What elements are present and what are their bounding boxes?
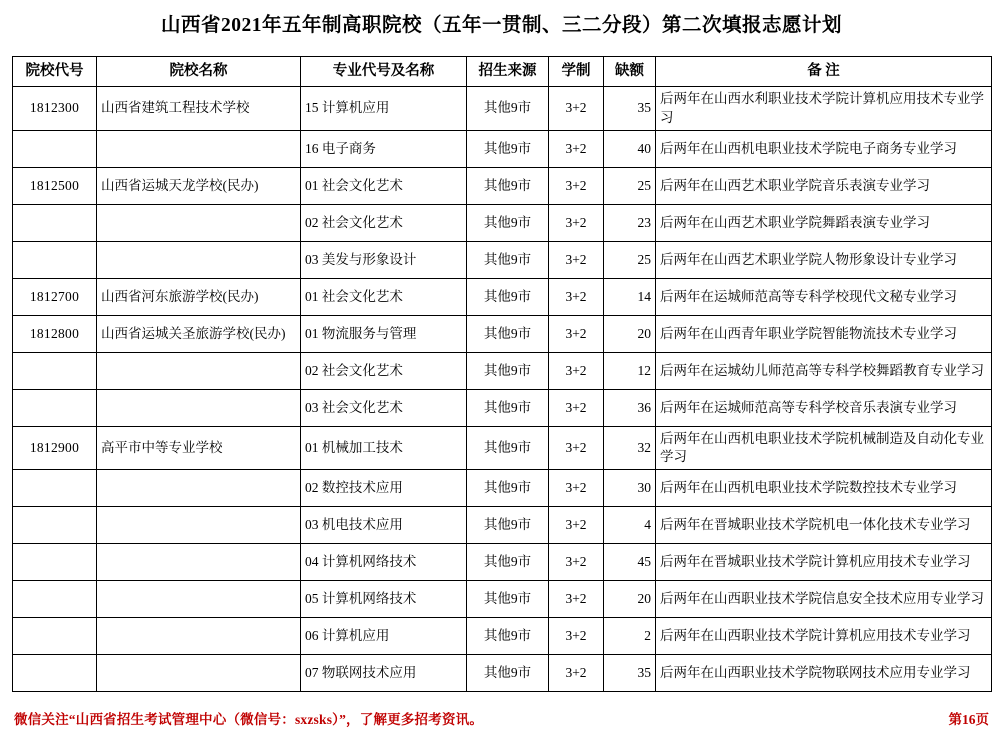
cell-code — [13, 130, 97, 167]
cell-remark: 后两年在山西艺术职业学院舞蹈表演专业学习 — [656, 204, 992, 241]
table-row — [13, 87, 992, 130]
cell-system: 3+2 — [549, 87, 604, 130]
cell-source: 其他9市 — [467, 507, 549, 544]
cell-remark: 后两年在山西青年职业学院智能物流技术专业学习 — [656, 315, 992, 352]
cell-remark: 后两年在山西艺术职业学院人物形象设计专业学习 — [656, 241, 992, 278]
cell-school: 山西省运城天龙学校(民办) — [97, 167, 301, 204]
table-row — [13, 618, 992, 655]
cell-school — [97, 352, 301, 389]
header-remark: 备 注 — [656, 57, 992, 87]
table-row — [13, 167, 992, 204]
cell-remark: 后两年在晋城职业技术学院计算机应用技术专业学习 — [656, 544, 992, 581]
cell-remark: 后两年在晋城职业技术学院机电一体化技术专业学习 — [656, 507, 992, 544]
cell-remark: 后两年在山西机电职业技术学院数控技术专业学习 — [656, 470, 992, 507]
header-code: 院校代号 — [13, 57, 97, 87]
table-row — [13, 426, 992, 469]
cell-quota: 20 — [604, 581, 656, 618]
cell-quota: 12 — [604, 352, 656, 389]
cell-source: 其他9市 — [467, 87, 549, 130]
page-number: 第16页 — [948, 712, 989, 727]
cell-quota: 23 — [604, 204, 656, 241]
cell-source: 其他9市 — [467, 426, 549, 469]
table-row — [13, 581, 992, 618]
cell-system: 3+2 — [549, 426, 604, 469]
cell-source: 其他9市 — [467, 278, 549, 315]
cell-quota: 40 — [604, 130, 656, 167]
cell-remark: 后两年在运城师范高等专科学校音乐表演专业学习 — [656, 389, 992, 426]
table-row — [13, 241, 992, 278]
table-row — [13, 204, 992, 241]
cell-system: 3+2 — [549, 581, 604, 618]
cell-source: 其他9市 — [467, 581, 549, 618]
plan-table-container — [12, 56, 991, 692]
cell-remark: 后两年在山西机电职业技术学院电子商务专业学习 — [656, 130, 992, 167]
table-row — [13, 315, 992, 352]
cell-remark: 后两年在山西艺术职业学院音乐表演专业学习 — [656, 167, 992, 204]
table-body — [13, 87, 992, 692]
cell-school — [97, 130, 301, 167]
cell-source: 其他9市 — [467, 618, 549, 655]
cell-source: 其他9市 — [467, 389, 549, 426]
cell-system: 3+2 — [549, 389, 604, 426]
cell-code — [13, 470, 97, 507]
cell-major: 02 社会文化艺术 — [301, 352, 467, 389]
cell-source: 其他9市 — [467, 167, 549, 204]
cell-school — [97, 655, 301, 692]
cell-school — [97, 618, 301, 655]
cell-quota: 32 — [604, 426, 656, 469]
header-major: 专业代号及名称 — [301, 57, 467, 87]
cell-major: 02 社会文化艺术 — [301, 204, 467, 241]
cell-system: 3+2 — [549, 315, 604, 352]
cell-quota: 25 — [604, 241, 656, 278]
cell-system: 3+2 — [549, 241, 604, 278]
cell-major: 02 数控技术应用 — [301, 470, 467, 507]
cell-code — [13, 618, 97, 655]
cell-remark: 后两年在山西职业技术学院信息安全技术应用专业学习 — [656, 581, 992, 618]
cell-school — [97, 507, 301, 544]
cell-school — [97, 204, 301, 241]
cell-code — [13, 507, 97, 544]
cell-system: 3+2 — [549, 507, 604, 544]
cell-source: 其他9市 — [467, 352, 549, 389]
cell-system: 3+2 — [549, 352, 604, 389]
cell-quota: 35 — [604, 87, 656, 130]
cell-quota: 14 — [604, 278, 656, 315]
table-row — [13, 544, 992, 581]
table-row — [13, 130, 992, 167]
cell-system: 3+2 — [549, 130, 604, 167]
cell-remark: 后两年在山西职业技术学院物联网技术应用专业学习 — [656, 655, 992, 692]
table-row — [13, 352, 992, 389]
document-page — [0, 13, 1003, 736]
cell-major: 03 社会文化艺术 — [301, 389, 467, 426]
cell-quota: 45 — [604, 544, 656, 581]
cell-system: 3+2 — [549, 618, 604, 655]
cell-major: 01 机械加工技术 — [301, 426, 467, 469]
cell-system: 3+2 — [549, 204, 604, 241]
cell-major: 03 美发与形象设计 — [301, 241, 467, 278]
cell-code: 1812900 — [13, 426, 97, 469]
cell-remark: 后两年在山西机电职业技术学院机械制造及自动化专业学习 — [656, 426, 992, 469]
cell-remark: 后两年在运城幼儿师范高等专科学校舞蹈教育专业学习 — [656, 352, 992, 389]
table-row — [13, 470, 992, 507]
cell-school: 山西省建筑工程技术学校 — [97, 87, 301, 130]
cell-major: 01 物流服务与管理 — [301, 315, 467, 352]
cell-school — [97, 470, 301, 507]
cell-school: 高平市中等专业学校 — [97, 426, 301, 469]
page-footer — [0, 708, 1003, 728]
cell-quota: 35 — [604, 655, 656, 692]
footer-note: 微信关注“山西省招生考试管理中心（微信号：sxzsks）”，了解更多招考资讯。 — [14, 712, 484, 727]
cell-system: 3+2 — [549, 655, 604, 692]
header-school: 院校名称 — [97, 57, 301, 87]
cell-school — [97, 241, 301, 278]
cell-code: 1812700 — [13, 278, 97, 315]
cell-system: 3+2 — [549, 167, 604, 204]
cell-source: 其他9市 — [467, 655, 549, 692]
cell-source: 其他9市 — [467, 544, 549, 581]
cell-remark: 后两年在山西水利职业技术学院计算机应用技术专业学习 — [656, 87, 992, 130]
cell-code — [13, 655, 97, 692]
header-source: 招生来源 — [467, 57, 549, 87]
cell-school — [97, 389, 301, 426]
cell-quota: 25 — [604, 167, 656, 204]
cell-major: 16 电子商务 — [301, 130, 467, 167]
cell-major: 15 计算机应用 — [301, 87, 467, 130]
cell-code: 1812500 — [13, 167, 97, 204]
cell-source: 其他9市 — [467, 204, 549, 241]
cell-code — [13, 389, 97, 426]
cell-code: 1812300 — [13, 87, 97, 130]
cell-system: 3+2 — [549, 544, 604, 581]
table-row — [13, 655, 992, 692]
table-header-row — [13, 57, 992, 87]
table-row — [13, 389, 992, 426]
enrollment-plan-table — [12, 56, 992, 692]
table-header — [13, 57, 992, 87]
cell-code — [13, 544, 97, 581]
cell-system: 3+2 — [549, 470, 604, 507]
page-title: 山西省2021年五年制高职院校（五年一贯制、三二分段）第二次填报志愿计划 — [160, 15, 842, 36]
cell-major: 03 机电技术应用 — [301, 507, 467, 544]
cell-major: 06 计算机应用 — [301, 618, 467, 655]
cell-code — [13, 581, 97, 618]
cell-school — [97, 544, 301, 581]
cell-remark: 后两年在运城师范高等专科学校现代文秘专业学习 — [656, 278, 992, 315]
header-quota: 缺额 — [604, 57, 656, 87]
cell-source: 其他9市 — [467, 130, 549, 167]
cell-school — [97, 581, 301, 618]
cell-major: 01 社会文化艺术 — [301, 167, 467, 204]
cell-source: 其他9市 — [467, 470, 549, 507]
table-row — [13, 278, 992, 315]
cell-quota: 4 — [604, 507, 656, 544]
cell-quota: 2 — [604, 618, 656, 655]
cell-quota: 30 — [604, 470, 656, 507]
cell-source: 其他9市 — [467, 241, 549, 278]
cell-school: 山西省运城关圣旅游学校(民办) — [97, 315, 301, 352]
cell-major: 07 物联网技术应用 — [301, 655, 467, 692]
cell-major: 05 计算机网络技术 — [301, 581, 467, 618]
cell-quota: 36 — [604, 389, 656, 426]
cell-quota: 20 — [604, 315, 656, 352]
cell-code — [13, 241, 97, 278]
cell-code — [13, 352, 97, 389]
cell-system: 3+2 — [549, 278, 604, 315]
cell-code — [13, 204, 97, 241]
cell-code: 1812800 — [13, 315, 97, 352]
header-system: 学制 — [549, 57, 604, 87]
cell-source: 其他9市 — [467, 315, 549, 352]
table-row — [13, 507, 992, 544]
cell-school: 山西省河东旅游学校(民办) — [97, 278, 301, 315]
cell-major: 01 社会文化艺术 — [301, 278, 467, 315]
cell-remark: 后两年在山西职业技术学院计算机应用技术专业学习 — [656, 618, 992, 655]
cell-major: 04 计算机网络技术 — [301, 544, 467, 581]
